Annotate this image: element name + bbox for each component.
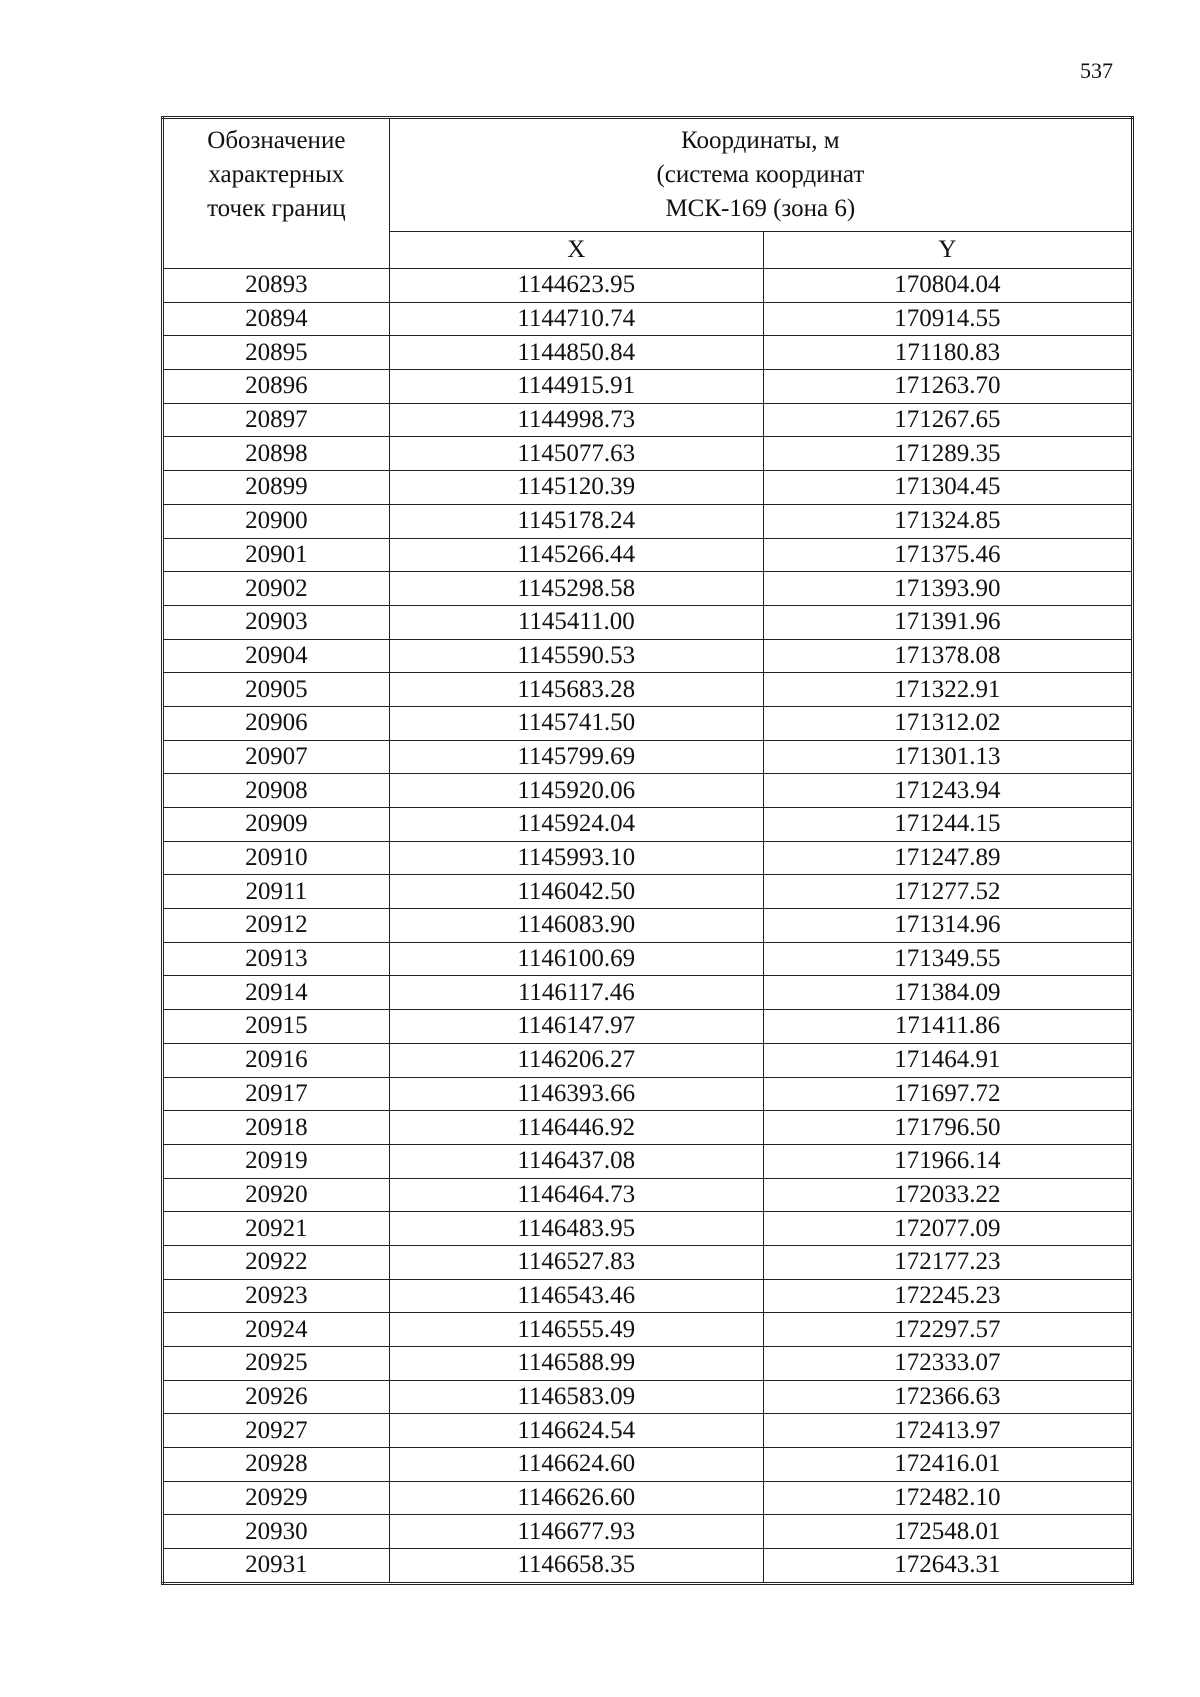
x-coordinate-cell: 1145799.69	[389, 740, 763, 774]
table-row	[163, 1010, 1133, 1044]
table-row	[163, 942, 1133, 976]
header-x: X	[389, 232, 763, 269]
point-id-cell: 20899	[163, 471, 390, 505]
y-coordinate-cell: 172548.01	[763, 1515, 1132, 1549]
point-id-cell: 20909	[163, 808, 390, 842]
x-coordinate-cell: 1145590.53	[389, 639, 763, 673]
y-coordinate-cell: 171247.89	[763, 841, 1132, 875]
table-row	[163, 1212, 1133, 1246]
table-row	[163, 1043, 1133, 1077]
point-id-cell: 20894	[163, 302, 390, 336]
table-row	[163, 302, 1133, 336]
x-coordinate-cell: 1145683.28	[389, 673, 763, 707]
y-coordinate-cell: 171180.83	[763, 336, 1132, 370]
y-coordinate-cell: 170914.55	[763, 302, 1132, 336]
point-id-cell: 20921	[163, 1212, 390, 1246]
table-row	[163, 1448, 1133, 1482]
point-id-cell: 20897	[163, 403, 390, 437]
y-coordinate-cell: 171304.45	[763, 471, 1132, 505]
point-id-cell: 20908	[163, 774, 390, 808]
x-coordinate-cell: 1146206.27	[389, 1043, 763, 1077]
table-row	[163, 976, 1133, 1010]
point-id-cell: 20931	[163, 1549, 390, 1584]
x-coordinate-cell: 1146677.93	[389, 1515, 763, 1549]
table-row	[163, 471, 1133, 505]
x-coordinate-cell: 1145178.24	[389, 504, 763, 538]
x-coordinate-cell: 1145298.58	[389, 572, 763, 606]
table-row	[163, 774, 1133, 808]
table-row	[163, 403, 1133, 437]
table-row	[163, 1279, 1133, 1313]
y-coordinate-cell: 171312.02	[763, 706, 1132, 740]
y-coordinate-cell: 171301.13	[763, 740, 1132, 774]
x-coordinate-cell: 1145120.39	[389, 471, 763, 505]
y-coordinate-cell: 172033.22	[763, 1178, 1132, 1212]
table-row	[163, 504, 1133, 538]
point-id-cell: 20911	[163, 875, 390, 909]
point-id-cell: 20923	[163, 1279, 390, 1313]
table-row	[163, 269, 1133, 303]
table-row	[163, 370, 1133, 404]
x-coordinate-cell: 1145411.00	[389, 605, 763, 639]
x-coordinate-cell: 1145920.06	[389, 774, 763, 808]
x-coordinate-cell: 1146527.83	[389, 1245, 763, 1279]
y-coordinate-cell: 171697.72	[763, 1077, 1132, 1111]
x-coordinate-cell: 1145266.44	[389, 538, 763, 572]
point-id-cell: 20905	[163, 673, 390, 707]
header-coordinates-line: Координаты, м	[681, 127, 840, 154]
x-coordinate-cell: 1146658.35	[389, 1549, 763, 1584]
point-id-cell: 20930	[163, 1515, 390, 1549]
point-id-cell: 20924	[163, 1313, 390, 1347]
x-coordinate-cell: 1146393.66	[389, 1077, 763, 1111]
header-designation-line: точек границ	[207, 195, 346, 222]
x-coordinate-cell: 1145993.10	[389, 841, 763, 875]
table-row	[163, 1515, 1133, 1549]
point-id-cell: 20912	[163, 909, 390, 943]
y-coordinate-cell: 172482.10	[763, 1481, 1132, 1515]
header-coordinates-line: (система координат	[656, 161, 865, 188]
point-id-cell: 20910	[163, 841, 390, 875]
y-coordinate-cell: 171378.08	[763, 639, 1132, 673]
point-id-cell: 20917	[163, 1077, 390, 1111]
y-coordinate-cell: 172413.97	[763, 1414, 1132, 1448]
table-header	[163, 118, 1133, 269]
x-coordinate-cell: 1144710.74	[389, 302, 763, 336]
x-coordinate-cell: 1145741.50	[389, 706, 763, 740]
y-coordinate-cell: 172333.07	[763, 1347, 1132, 1381]
y-coordinate-cell: 171464.91	[763, 1043, 1132, 1077]
x-coordinate-cell: 1144998.73	[389, 403, 763, 437]
table-row	[163, 1549, 1133, 1584]
y-coordinate-cell: 171267.65	[763, 403, 1132, 437]
table-row	[163, 875, 1133, 909]
y-coordinate-cell: 172177.23	[763, 1245, 1132, 1279]
y-coordinate-cell: 171322.91	[763, 673, 1132, 707]
y-coordinate-cell: 172077.09	[763, 1212, 1132, 1246]
table-row	[163, 1245, 1133, 1279]
point-id-cell: 20920	[163, 1178, 390, 1212]
table-body	[163, 269, 1133, 1584]
header-coordinates	[389, 118, 1132, 232]
point-id-cell: 20903	[163, 605, 390, 639]
point-id-cell: 20916	[163, 1043, 390, 1077]
point-id-cell: 20898	[163, 437, 390, 471]
table-row	[163, 1347, 1133, 1381]
point-id-cell: 20913	[163, 942, 390, 976]
y-coordinate-cell: 171277.52	[763, 875, 1132, 909]
x-coordinate-cell: 1145924.04	[389, 808, 763, 842]
x-coordinate-cell: 1146117.46	[389, 976, 763, 1010]
table-row	[163, 336, 1133, 370]
point-id-cell: 20922	[163, 1245, 390, 1279]
x-coordinate-cell: 1146042.50	[389, 875, 763, 909]
x-coordinate-cell: 1146483.95	[389, 1212, 763, 1246]
x-coordinate-cell: 1144623.95	[389, 269, 763, 303]
table-row	[163, 538, 1133, 572]
header-designation-line: характерных	[208, 161, 345, 188]
table-row	[163, 605, 1133, 639]
x-coordinate-cell: 1146083.90	[389, 909, 763, 943]
header-y: Y	[763, 232, 1132, 269]
table-row	[163, 1077, 1133, 1111]
y-coordinate-cell: 171324.85	[763, 504, 1132, 538]
point-id-cell: 20929	[163, 1481, 390, 1515]
table-row	[163, 740, 1133, 774]
y-coordinate-cell: 171393.90	[763, 572, 1132, 606]
point-id-cell: 20896	[163, 370, 390, 404]
point-id-cell: 20927	[163, 1414, 390, 1448]
y-coordinate-cell: 171796.50	[763, 1111, 1132, 1145]
point-id-cell: 20902	[163, 572, 390, 606]
point-id-cell: 20918	[163, 1111, 390, 1145]
point-id-cell: 20904	[163, 639, 390, 673]
y-coordinate-cell: 171289.35	[763, 437, 1132, 471]
point-id-cell: 20928	[163, 1448, 390, 1482]
y-coordinate-cell: 171384.09	[763, 976, 1132, 1010]
y-coordinate-cell: 171244.15	[763, 808, 1132, 842]
x-coordinate-cell: 1144915.91	[389, 370, 763, 404]
x-coordinate-cell: 1145077.63	[389, 437, 763, 471]
x-coordinate-cell: 1146446.92	[389, 1111, 763, 1145]
table-row	[163, 1178, 1133, 1212]
header-designation-line: Обозначение	[207, 127, 346, 154]
table-row	[163, 706, 1133, 740]
x-coordinate-cell: 1146624.60	[389, 1448, 763, 1482]
table-row	[163, 437, 1133, 471]
point-id-cell: 20906	[163, 706, 390, 740]
point-id-cell: 20900	[163, 504, 390, 538]
x-coordinate-cell: 1146543.46	[389, 1279, 763, 1313]
x-coordinate-cell: 1146555.49	[389, 1313, 763, 1347]
x-coordinate-cell: 1146100.69	[389, 942, 763, 976]
table-row	[163, 673, 1133, 707]
page-number: 537	[1080, 58, 1113, 83]
y-coordinate-cell: 172366.63	[763, 1380, 1132, 1414]
x-coordinate-cell: 1146147.97	[389, 1010, 763, 1044]
x-coordinate-cell: 1146624.54	[389, 1414, 763, 1448]
y-coordinate-cell: 171375.46	[763, 538, 1132, 572]
header-coordinates-line: МСК-169 (зона 6)	[665, 195, 856, 222]
point-id-cell: 20907	[163, 740, 390, 774]
x-coordinate-cell: 1146583.09	[389, 1380, 763, 1414]
y-coordinate-cell: 171411.86	[763, 1010, 1132, 1044]
y-coordinate-cell: 171263.70	[763, 370, 1132, 404]
coordinates-table	[161, 116, 1134, 1585]
y-coordinate-cell: 172643.31	[763, 1549, 1132, 1584]
x-coordinate-cell: 1146437.08	[389, 1144, 763, 1178]
y-coordinate-cell: 172297.57	[763, 1313, 1132, 1347]
y-coordinate-cell: 171349.55	[763, 942, 1132, 976]
y-coordinate-cell: 171966.14	[763, 1144, 1132, 1178]
table-row	[163, 639, 1133, 673]
table-row	[163, 1111, 1133, 1145]
y-coordinate-cell: 170804.04	[763, 269, 1132, 303]
point-id-cell: 20901	[163, 538, 390, 572]
point-id-cell: 20914	[163, 976, 390, 1010]
point-id-cell: 20926	[163, 1380, 390, 1414]
x-coordinate-cell: 1146464.73	[389, 1178, 763, 1212]
y-coordinate-cell: 171391.96	[763, 605, 1132, 639]
table-row	[163, 1414, 1133, 1448]
table-row	[163, 1380, 1133, 1414]
table-row	[163, 909, 1133, 943]
x-coordinate-cell: 1146626.60	[389, 1481, 763, 1515]
point-id-cell: 20895	[163, 336, 390, 370]
point-id-cell: 20915	[163, 1010, 390, 1044]
y-coordinate-cell: 172245.23	[763, 1279, 1132, 1313]
table-row	[163, 841, 1133, 875]
x-coordinate-cell: 1144850.84	[389, 336, 763, 370]
table-row	[163, 1313, 1133, 1347]
point-id-cell: 20925	[163, 1347, 390, 1381]
y-coordinate-cell: 171243.94	[763, 774, 1132, 808]
point-id-cell: 20919	[163, 1144, 390, 1178]
table-row	[163, 572, 1133, 606]
x-coordinate-cell: 1146588.99	[389, 1347, 763, 1381]
header-designation	[163, 118, 390, 269]
y-coordinate-cell: 171314.96	[763, 909, 1132, 943]
table-row	[163, 1481, 1133, 1515]
table-row	[163, 1144, 1133, 1178]
point-id-cell: 20893	[163, 269, 390, 303]
y-coordinate-cell: 172416.01	[763, 1448, 1132, 1482]
table-row	[163, 808, 1133, 842]
